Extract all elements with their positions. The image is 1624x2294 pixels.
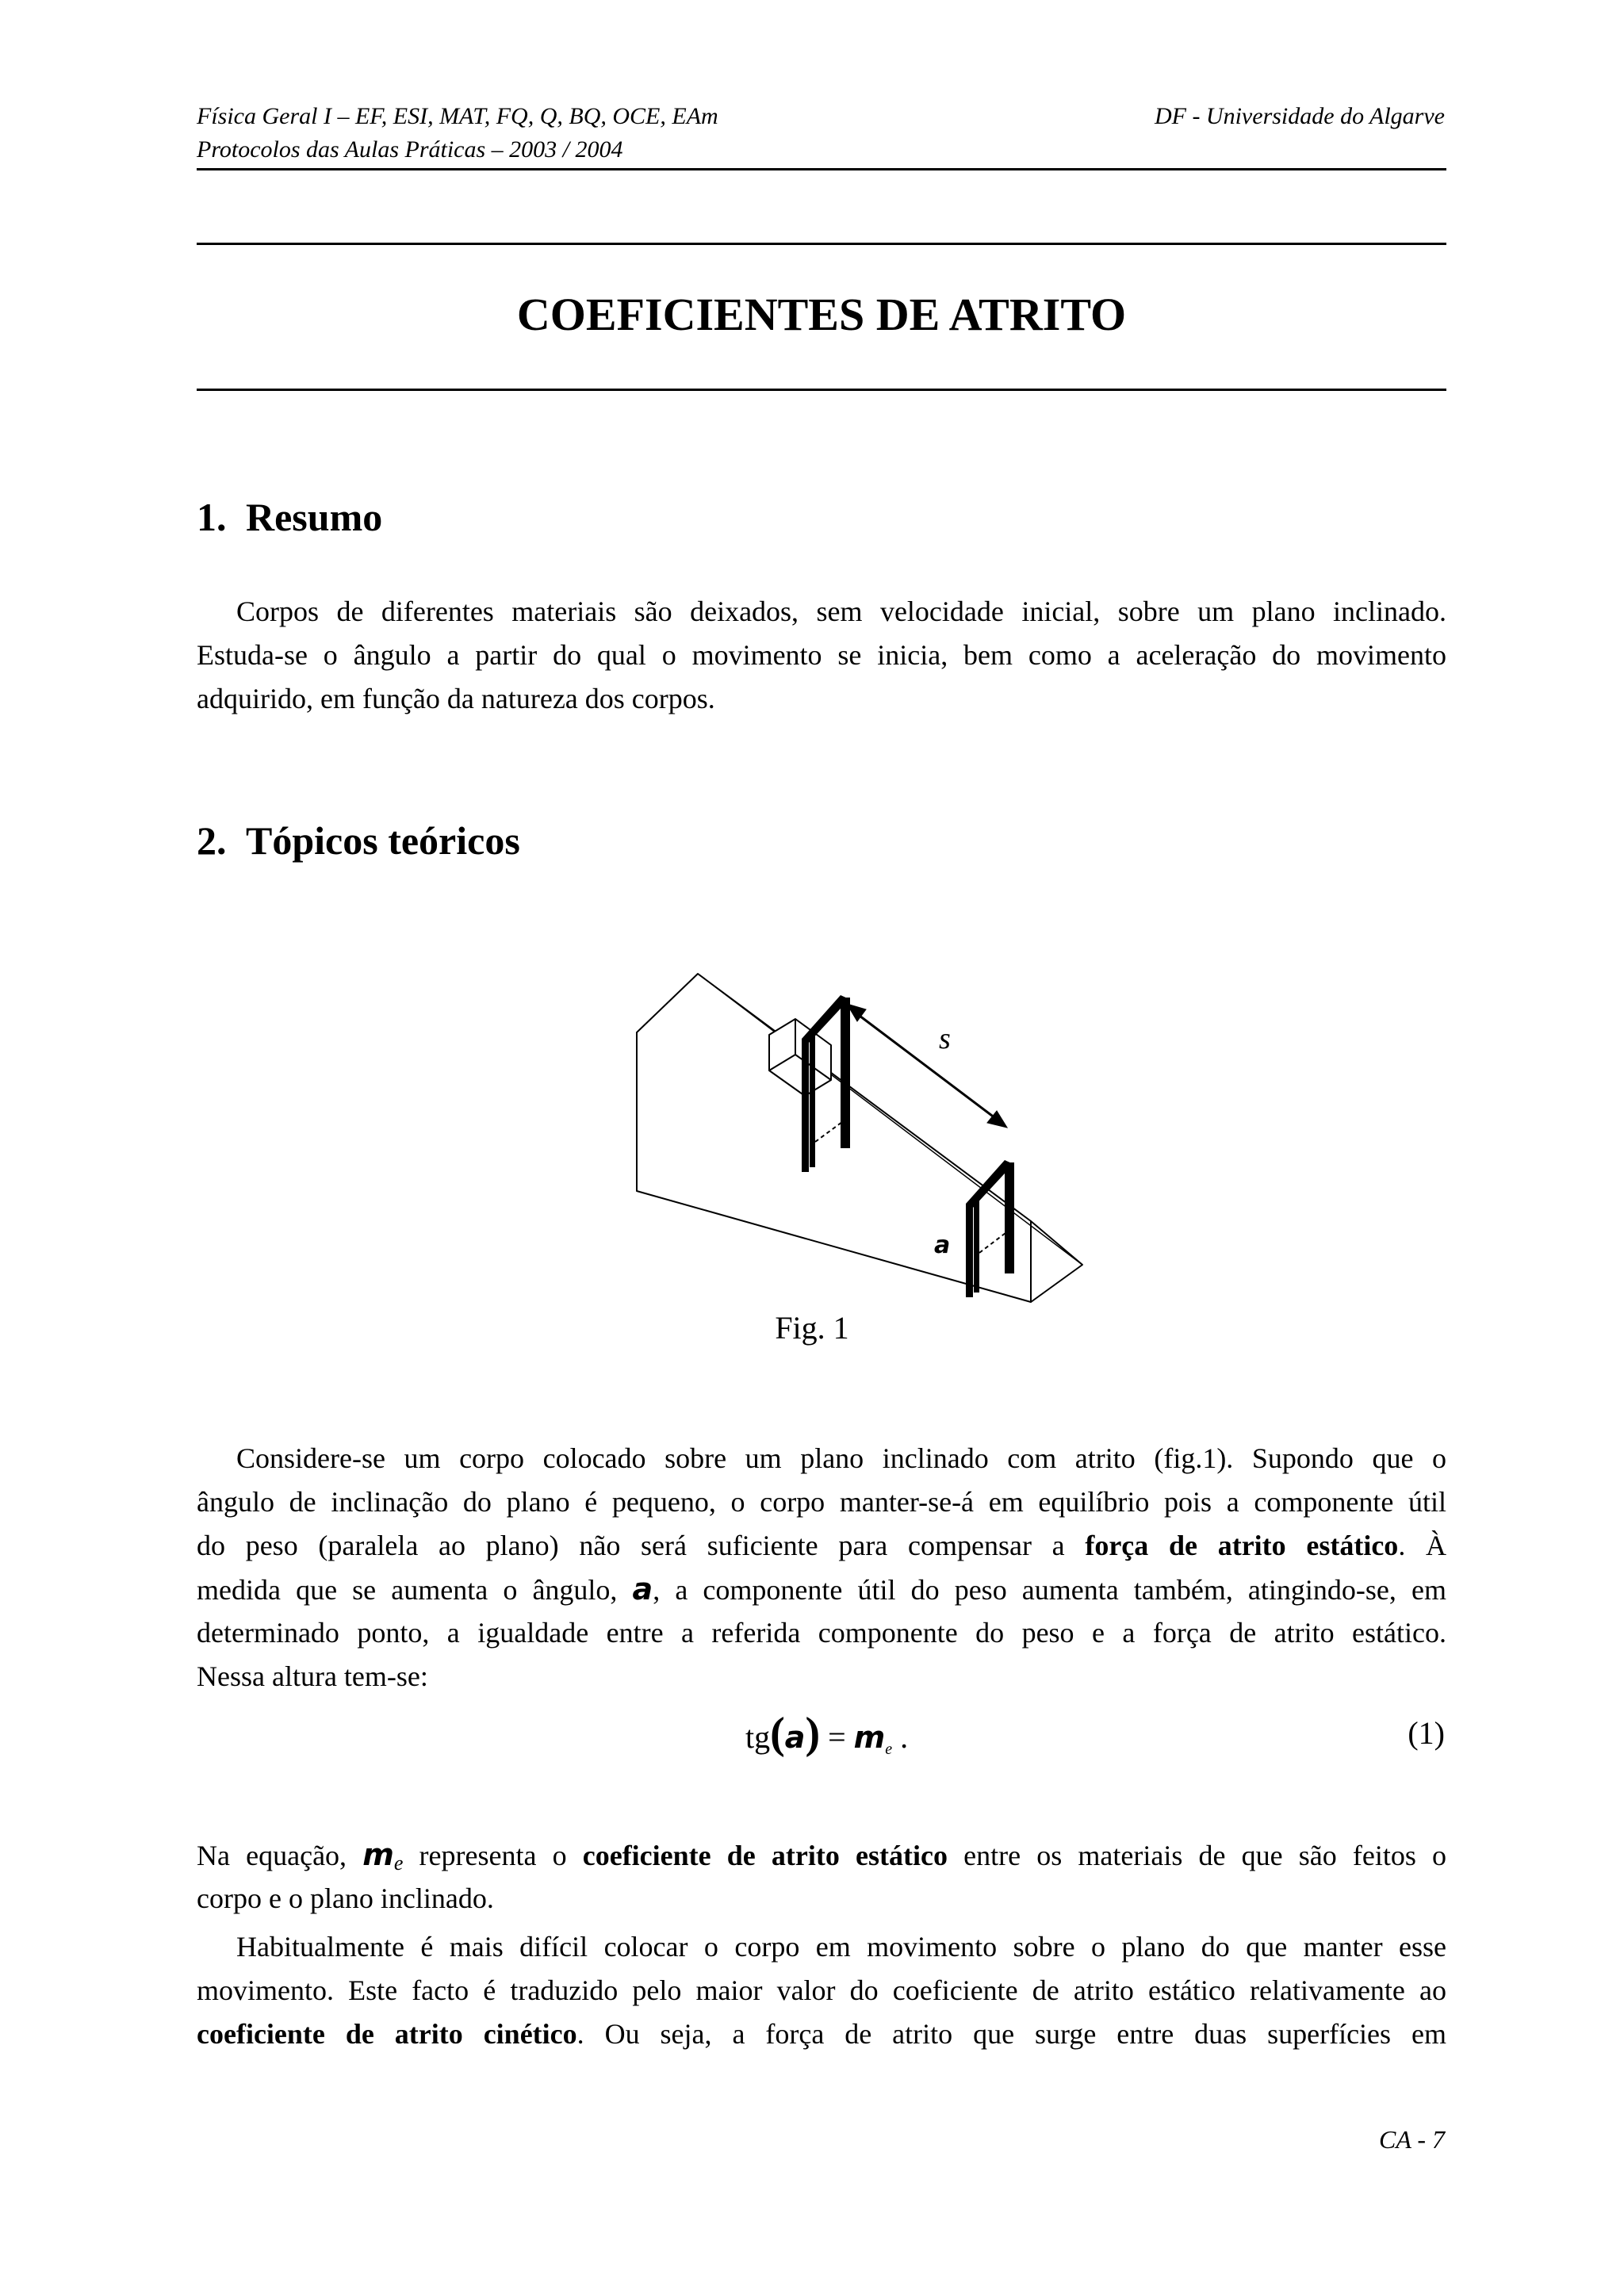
text-line: determinado ponto, a igualdade entre a referida componente do peso e a força de atrito estático. (197, 1617, 1446, 1649)
section-title: Resumo (246, 495, 383, 539)
paragraph-resumo (197, 590, 1446, 721)
text-line: movimento. Este facto é traduzido pelo maior valor do coeficiente de atrito estático relativamente ao (197, 1974, 1446, 2006)
header-subtitle: Protocolos das Aulas Práticas – 2003 / 2004 (197, 136, 623, 163)
text-line: adquirido, em função da natureza dos corpos. (197, 683, 715, 714)
figure-caption: Fig. 1 (775, 1310, 849, 1346)
paragraph-kinetic-coefficient (197, 1925, 1446, 2056)
text-line: Nessa altura tem-se: (197, 1660, 428, 1692)
section-title: Tópicos teóricos (246, 818, 520, 863)
bold-term: força de atrito estático (1085, 1530, 1399, 1561)
header-institution: DF - Universidade do Algarve (1154, 103, 1445, 129)
header-course: Física Geral I – EF, ESI, MAT, FQ, Q, BQ, OCE, EAm (197, 103, 718, 129)
bold-term: coeficiente de atrito cinético (197, 2018, 577, 2050)
text-line: do peso (paralela ao plano) não será suficiente para compensar a força de atrito estático. À (197, 1530, 1447, 1561)
text-line: ângulo de inclinação do plano é pequeno, o corpo manter-se-á em equilíbrio pois a componente útil (197, 1486, 1446, 1518)
title-rule-bottom (197, 389, 1446, 391)
header-rule (197, 168, 1446, 170)
text-line: Estuda-se o ângulo a partir do qual o movimento se inicia, bem como a aceleração do movimento (197, 639, 1446, 671)
equation-number: (1) (1408, 1715, 1445, 1751)
page-title: COEFICIENTES DE ATRITO (516, 289, 1127, 340)
section-number: 1. (197, 495, 227, 539)
text-line: coeficiente de atrito cinético. Ou seja, a força de atrito que surge entre duas superfícies em (197, 2018, 1446, 2050)
label-angle: a (934, 1231, 951, 1259)
ramp-front-edge (1031, 1221, 1082, 1302)
symbol-mu: m (362, 1837, 394, 1872)
page-number: CA - 7 (1379, 2125, 1445, 2154)
symbol-alpha: a (784, 1720, 806, 1755)
paragraph-static-coefficient (197, 1833, 1446, 1921)
paragraph-equilibrium (197, 1437, 1446, 1698)
symbol-alpha: a (632, 1572, 653, 1607)
text-line: Considere-se um corpo colocado sobre um plano inclinado com atrito (fig.1). Supondo que o (236, 1442, 1446, 1474)
equation-1: $tg(a) = m_e$ . (745, 1709, 909, 1758)
section-heading-topicos (197, 817, 520, 864)
label-s: s (939, 1022, 951, 1055)
text-line: Na equação, me representa o coeficiente de atrito estático entre os materiais de que são feitos o (197, 1837, 1447, 1875)
inclined-plane-figure (626, 959, 1110, 1308)
text-line: medida que se aumenta o ângulo, a, a componente útil do peso aumenta também, atingindo-se, em (197, 1572, 1446, 1607)
section-heading-resumo (197, 493, 382, 541)
section-number: 2. (197, 818, 227, 863)
text-line: Corpos de diferentes materiais são deixados, sem velocidade inicial, sobre um plano inclinado. (236, 596, 1446, 627)
title-rule-top (197, 243, 1446, 245)
symbol-mu: m (853, 1720, 886, 1755)
text-line: Habitualmente é mais difícil colocar o corpo em movimento sobre o plano do que manter esse (236, 1931, 1446, 1963)
text-line: corpo e o plano inclinado. (197, 1882, 494, 1914)
bold-term: coeficiente de atrito estático (582, 1840, 948, 1871)
